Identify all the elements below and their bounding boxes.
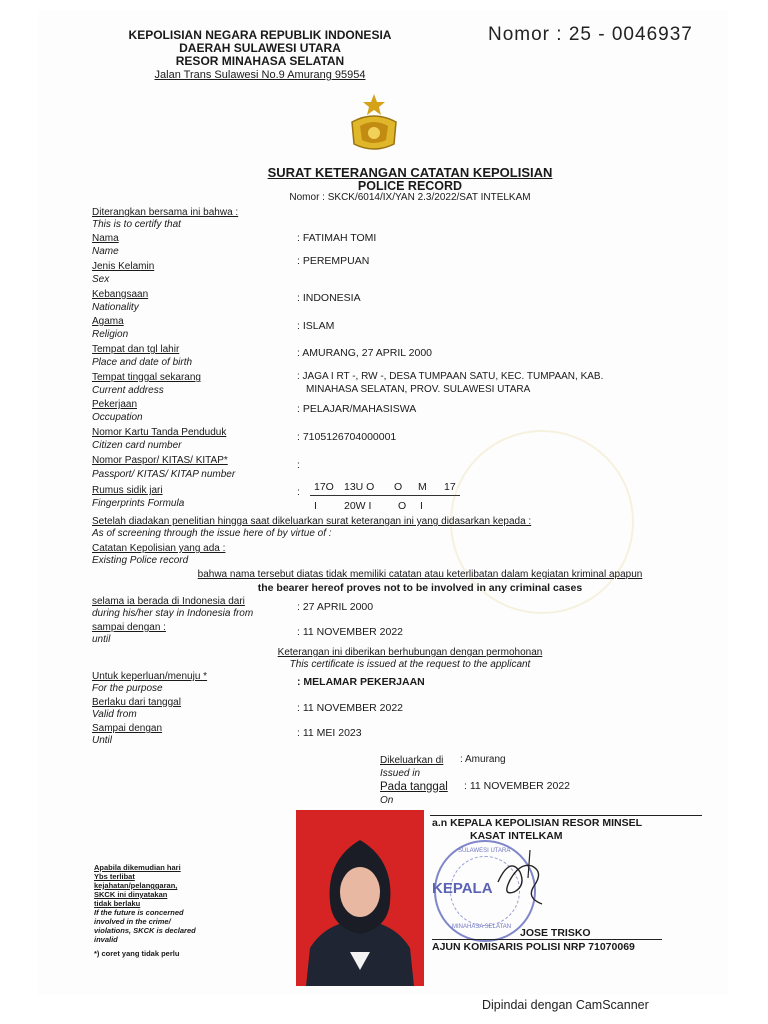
valid-until-value: : 11 MEI 2023 bbox=[297, 727, 362, 739]
issued-place-value: : Amurang bbox=[460, 754, 506, 765]
stamp-ring-text: MINAHASA SELATAN bbox=[452, 924, 512, 930]
field-passport-label: Nomor Paspor/ KITAS/ KITAP* bbox=[92, 455, 228, 466]
field-address-en: Current address bbox=[92, 385, 164, 396]
fingerprint-r1-c4: M bbox=[418, 481, 427, 493]
person-portrait-icon bbox=[296, 810, 424, 986]
intro-en: This is to certify that bbox=[92, 219, 181, 230]
footnote-id-1: Apabila dikemudian hari bbox=[94, 863, 181, 872]
intro-id: Diterangkan bersama ini bahwa : bbox=[92, 207, 239, 218]
signature-line-1: a.n KEPALA KEPOLISIAN RESOR MINSEL bbox=[432, 817, 643, 829]
valid-until-label: Sampai dengan bbox=[92, 723, 163, 734]
record-en: Existing Police record bbox=[92, 555, 189, 566]
title-id: SURAT KETERANGAN CATATAN KEPOLISIAN bbox=[267, 165, 553, 180]
field-religion-value: : ISLAM bbox=[297, 320, 335, 332]
record-id: Catatan Kepolisian yang ada : bbox=[92, 543, 226, 554]
field-ktp-label: Nomor Kartu Tanda Penduduk bbox=[92, 427, 227, 438]
signature-line-2: KASAT INTELKAM bbox=[470, 830, 563, 842]
field-nationality-value: : INDONESIA bbox=[297, 292, 361, 304]
serial-number: Nomor : 25 - 0046937 bbox=[488, 24, 693, 45]
purpose-label: Untuk keperluan/menuju * bbox=[92, 671, 208, 682]
signature-name: JOSE TRISKO bbox=[520, 927, 591, 939]
footnote-id-3: kejahatan/pelanggaran, bbox=[94, 881, 178, 890]
field-sex-label: Jenis Kelamin bbox=[92, 261, 155, 272]
signature-name-rule bbox=[432, 939, 662, 940]
header-line-2: DAERAH SULAWESI UTARA bbox=[179, 41, 341, 55]
field-nationality-label: Kebangsaan bbox=[92, 289, 149, 300]
field-birth-label: Tempat dan tgl lahir bbox=[92, 344, 180, 355]
field-religion-en: Religion bbox=[92, 329, 129, 340]
issued-date-value: : 11 NOVEMBER 2022 bbox=[464, 780, 571, 792]
field-nationality-en: Nationality bbox=[92, 302, 139, 313]
screening-en: As of screening through the issue here of by virtue of : bbox=[92, 528, 332, 539]
valid-from-label: Berlaku dari tanggal bbox=[92, 697, 181, 708]
purpose-en: For the purpose bbox=[92, 683, 163, 694]
fingerprint-r1-c5: 17 bbox=[444, 481, 456, 493]
valid-from-en: Valid from bbox=[92, 709, 137, 720]
field-passport-value: : bbox=[297, 459, 300, 471]
fingerprint-r2-c1: I bbox=[314, 500, 317, 512]
footnote-en-3: violations, SKCK is declared bbox=[94, 926, 196, 935]
stamp-text: KEPALA bbox=[432, 880, 493, 897]
valid-from-value: : 11 NOVEMBER 2022 bbox=[297, 702, 404, 714]
police-emblem-icon bbox=[346, 92, 402, 154]
field-fingerprint-en: Fingerprints Formula bbox=[92, 498, 185, 509]
issued-place-en: Issued in bbox=[380, 768, 421, 779]
field-address-value-line2: MINAHASA SELATAN, PROV. SULAWESI UTARA bbox=[306, 384, 531, 395]
fingerprint-r1-c2: 13U O bbox=[344, 481, 375, 493]
stay-until-label: sampai dengan : bbox=[92, 622, 166, 633]
field-passport-en: Passport/ KITAS/ KITAP number bbox=[92, 469, 236, 480]
field-occupation-value: : PELAJAR/MAHASISWA bbox=[297, 403, 417, 415]
request-en: This certificate is issued at the request to the applicant bbox=[289, 659, 531, 670]
title-en: POLICE RECORD bbox=[357, 179, 463, 193]
field-address-value: : JAGA I RT -, RW -, DESA TUMPAAN SATU, KEC. TUMPAAN, KAB. bbox=[297, 371, 604, 382]
screening-id: Setelah diadakan penelitian hingga saat dikeluarkan surat keterangan ini yang didasarkan kepada : bbox=[92, 516, 532, 527]
header-address: Jalan Trans Sulawesi No.9 Amurang 95954 bbox=[154, 69, 366, 81]
field-religion-label: Agama bbox=[92, 316, 124, 327]
field-name-label: Nama bbox=[92, 233, 119, 244]
valid-until-en: Until bbox=[92, 735, 113, 746]
footnote-en-1: If the future is concerned bbox=[94, 908, 184, 917]
field-sex-en: Sex bbox=[92, 274, 110, 285]
fingerprint-r2-c2: 20W I bbox=[344, 500, 372, 512]
header-line-1: KEPOLISIAN NEGARA REPUBLIK INDONESIA bbox=[128, 28, 392, 42]
issued-date-en: On bbox=[380, 795, 394, 806]
field-sex-value: : PEREMPUAN bbox=[297, 255, 370, 267]
footnote-id-5: tidak berlaku bbox=[94, 899, 141, 908]
title-number: Nomor : SKCK/6014/IX/YAN 2.3/2022/SAT INTELKAM bbox=[289, 192, 531, 203]
fingerprint-divider bbox=[310, 495, 460, 496]
footnote-en-4: invalid bbox=[94, 935, 118, 944]
signature-rank: AJUN KOMISARIS POLISI NRP 71070069 bbox=[432, 941, 635, 953]
issued-date-label: Pada tanggal bbox=[380, 781, 448, 793]
footnote-id-4: SKCK ini dinyatakan bbox=[94, 890, 168, 899]
stay-from-en: during his/her stay in Indonesia from bbox=[92, 608, 254, 619]
field-fingerprint-value: : bbox=[297, 486, 300, 498]
field-ktp-en: Citizen card number bbox=[92, 440, 182, 451]
signature-scribble-icon bbox=[490, 842, 552, 908]
scanner-watermark: Dipindai dengan CamScanner bbox=[482, 998, 649, 1012]
header-line-3: RESOR MINAHASA SELATAN bbox=[175, 54, 345, 68]
fingerprint-r1-c1: 17O bbox=[314, 481, 334, 493]
field-birth-value: : AMURANG, 27 APRIL 2000 bbox=[297, 347, 433, 359]
statement-en: the bearer hereof proves not to be involved in any criminal cases bbox=[257, 582, 583, 594]
applicant-photo bbox=[296, 810, 424, 986]
field-birth-en: Place and date of birth bbox=[92, 357, 193, 368]
fingerprint-r2-c4: I bbox=[420, 500, 423, 512]
signature-rule bbox=[430, 815, 702, 816]
stamp-ring-top-text: SULAWESI UTARA bbox=[458, 848, 511, 854]
footnote-note: *) coret yang tidak perlu bbox=[94, 949, 180, 958]
footnote-id-2: Ybs terlibat bbox=[94, 872, 135, 881]
field-name-en: Name bbox=[92, 246, 119, 257]
field-name-value: : FATIMAH TOMI bbox=[297, 232, 377, 244]
stay-from-label: selama ia berada di Indonesia dari bbox=[92, 596, 245, 607]
stay-until-value: : 11 NOVEMBER 2022 bbox=[297, 626, 404, 638]
field-occupation-en: Occupation bbox=[92, 412, 143, 423]
issued-place-label: Dikeluarkan di bbox=[380, 755, 444, 766]
field-ktp-value: : 7105126704000001 bbox=[297, 431, 397, 443]
field-address-label: Tempat tinggal sekarang bbox=[92, 372, 201, 383]
fingerprint-r2-c3: O bbox=[398, 500, 407, 512]
request-id: Keterangan ini diberikan berhubungan dengan permohonan bbox=[277, 647, 543, 658]
fingerprint-r1-c3: O bbox=[394, 481, 403, 493]
stay-from-value: : 27 APRIL 2000 bbox=[297, 601, 374, 613]
footnote-en-2: involved in the crime/ bbox=[94, 917, 171, 926]
stay-until-en: until bbox=[92, 634, 111, 645]
statement-id: bahwa nama tersebut diatas tidak memiliki catatan atau keterlibatan dalam kegiatan kriminal apapun bbox=[197, 569, 643, 580]
field-fingerprint-label: Rumus sidik jari bbox=[92, 485, 163, 496]
field-occupation-label: Pekerjaan bbox=[92, 399, 138, 410]
purpose-value: : MELAMAR PEKERJAAN bbox=[297, 676, 425, 688]
